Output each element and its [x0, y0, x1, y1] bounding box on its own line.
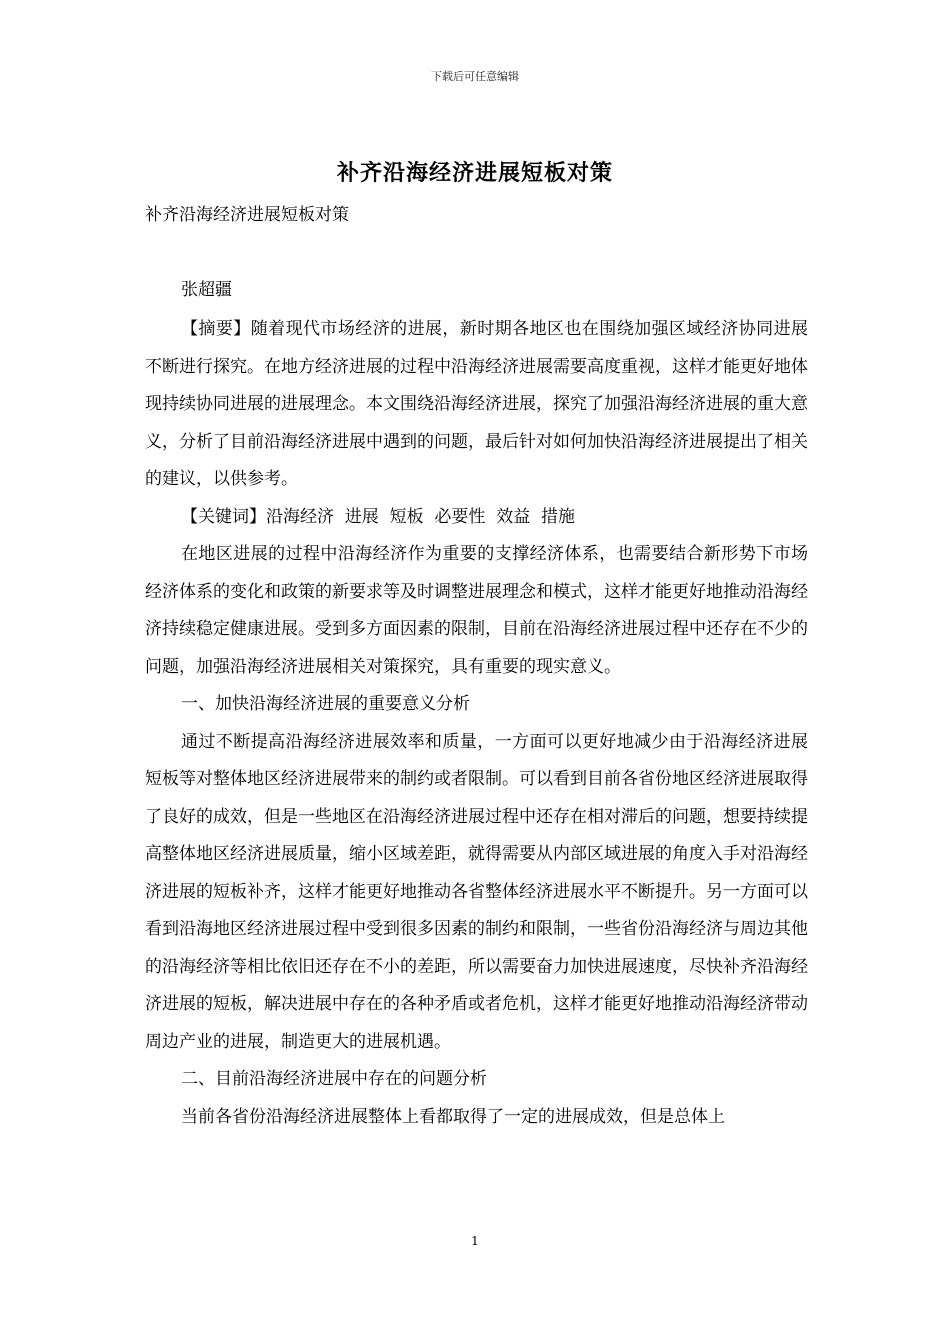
- abstract-paragraph: 【摘要】随着现代市场经济的进展，新时期各地区也在围绕加强区域经济协同进展不断进行探究。在地方经济进展的过程中沿海经济进展需要高度重视，这样才能更好地体现持续协同进展的进展理念。本文围绕沿海经济进展，探究了加强沿海经济进展的重大意义，分析了目前沿海经济进展中遇到的问题，最后针对如何加快沿海经济进展提出了相关的建议，以供参考。: [145, 319, 808, 489]
- keywords-paragraph: 【关键词】沿海经济 进展 短板 必要性 效益 措施: [181, 506, 576, 527]
- section-heading-1: 一、加快沿海经济进展的重要意义分析: [181, 694, 470, 714]
- section-heading-2: 二、目前沿海经济进展中存在的问题分析: [181, 1069, 487, 1089]
- page-header: 下载后可任意编辑: [431, 70, 519, 83]
- document-body: [145, 311, 808, 1136]
- section-2-paragraph: 当前各省份沿海经济进展整体上看都取得了一定的进展成效，但是总体上: [181, 1106, 725, 1127]
- author-name: 张超疆: [181, 280, 232, 300]
- intro-paragraph: 在地区进展的过程中沿海经济作为重要的支撑经济体系，也需要结合新形势下市场经济体系的变化和政策的新要求等及时调整进展理念和模式，这样才能更好地推动沿海经济持续稳定健康进展。受到多方面因素的限制，目前在沿海经济进展过程中还存在不少的问题，加强沿海经济进展相关对策探究，具有重要的现实意义。: [145, 544, 808, 677]
- page-number: 1: [471, 1234, 479, 1248]
- document-title: 补齐沿海经济进展短板对策: [336, 160, 613, 186]
- section-1-paragraph: 通过不断提高沿海经济进展效率和质量，一方面可以更好地减少由于沿海经济进展短板等对整体地区经济进展带来的制约或者限制。可以看到目前各省份地区经济进展取得了良好的成效，但是一些地区在沿海经济进展过程中还存在相对滞后的问题，想要持续提高整体地区经济进展质量，缩小区域差距，就得需要从内部区域进展的角度入手对沿海经济进展的短板补齐，这样才能更好地推动各省整体经济进展水平不断提升。另一方面可以看到沿海地区经济进展过程中受到很多因素的制约和限制，一些省份沿海经济与周边其他的沿海经济等相比依旧还存在不小的差距，所以需要奋力加快进展速度，尽快补齐沿海经济进展的短板，解决进展中存在的各种矛盾或者危机，这样才能更好地推动沿海经济带动周边产业的进展，制造更大的进展机遇。: [145, 731, 808, 1052]
- document-subtitle: 补齐沿海经济进展短板对策: [145, 205, 349, 225]
